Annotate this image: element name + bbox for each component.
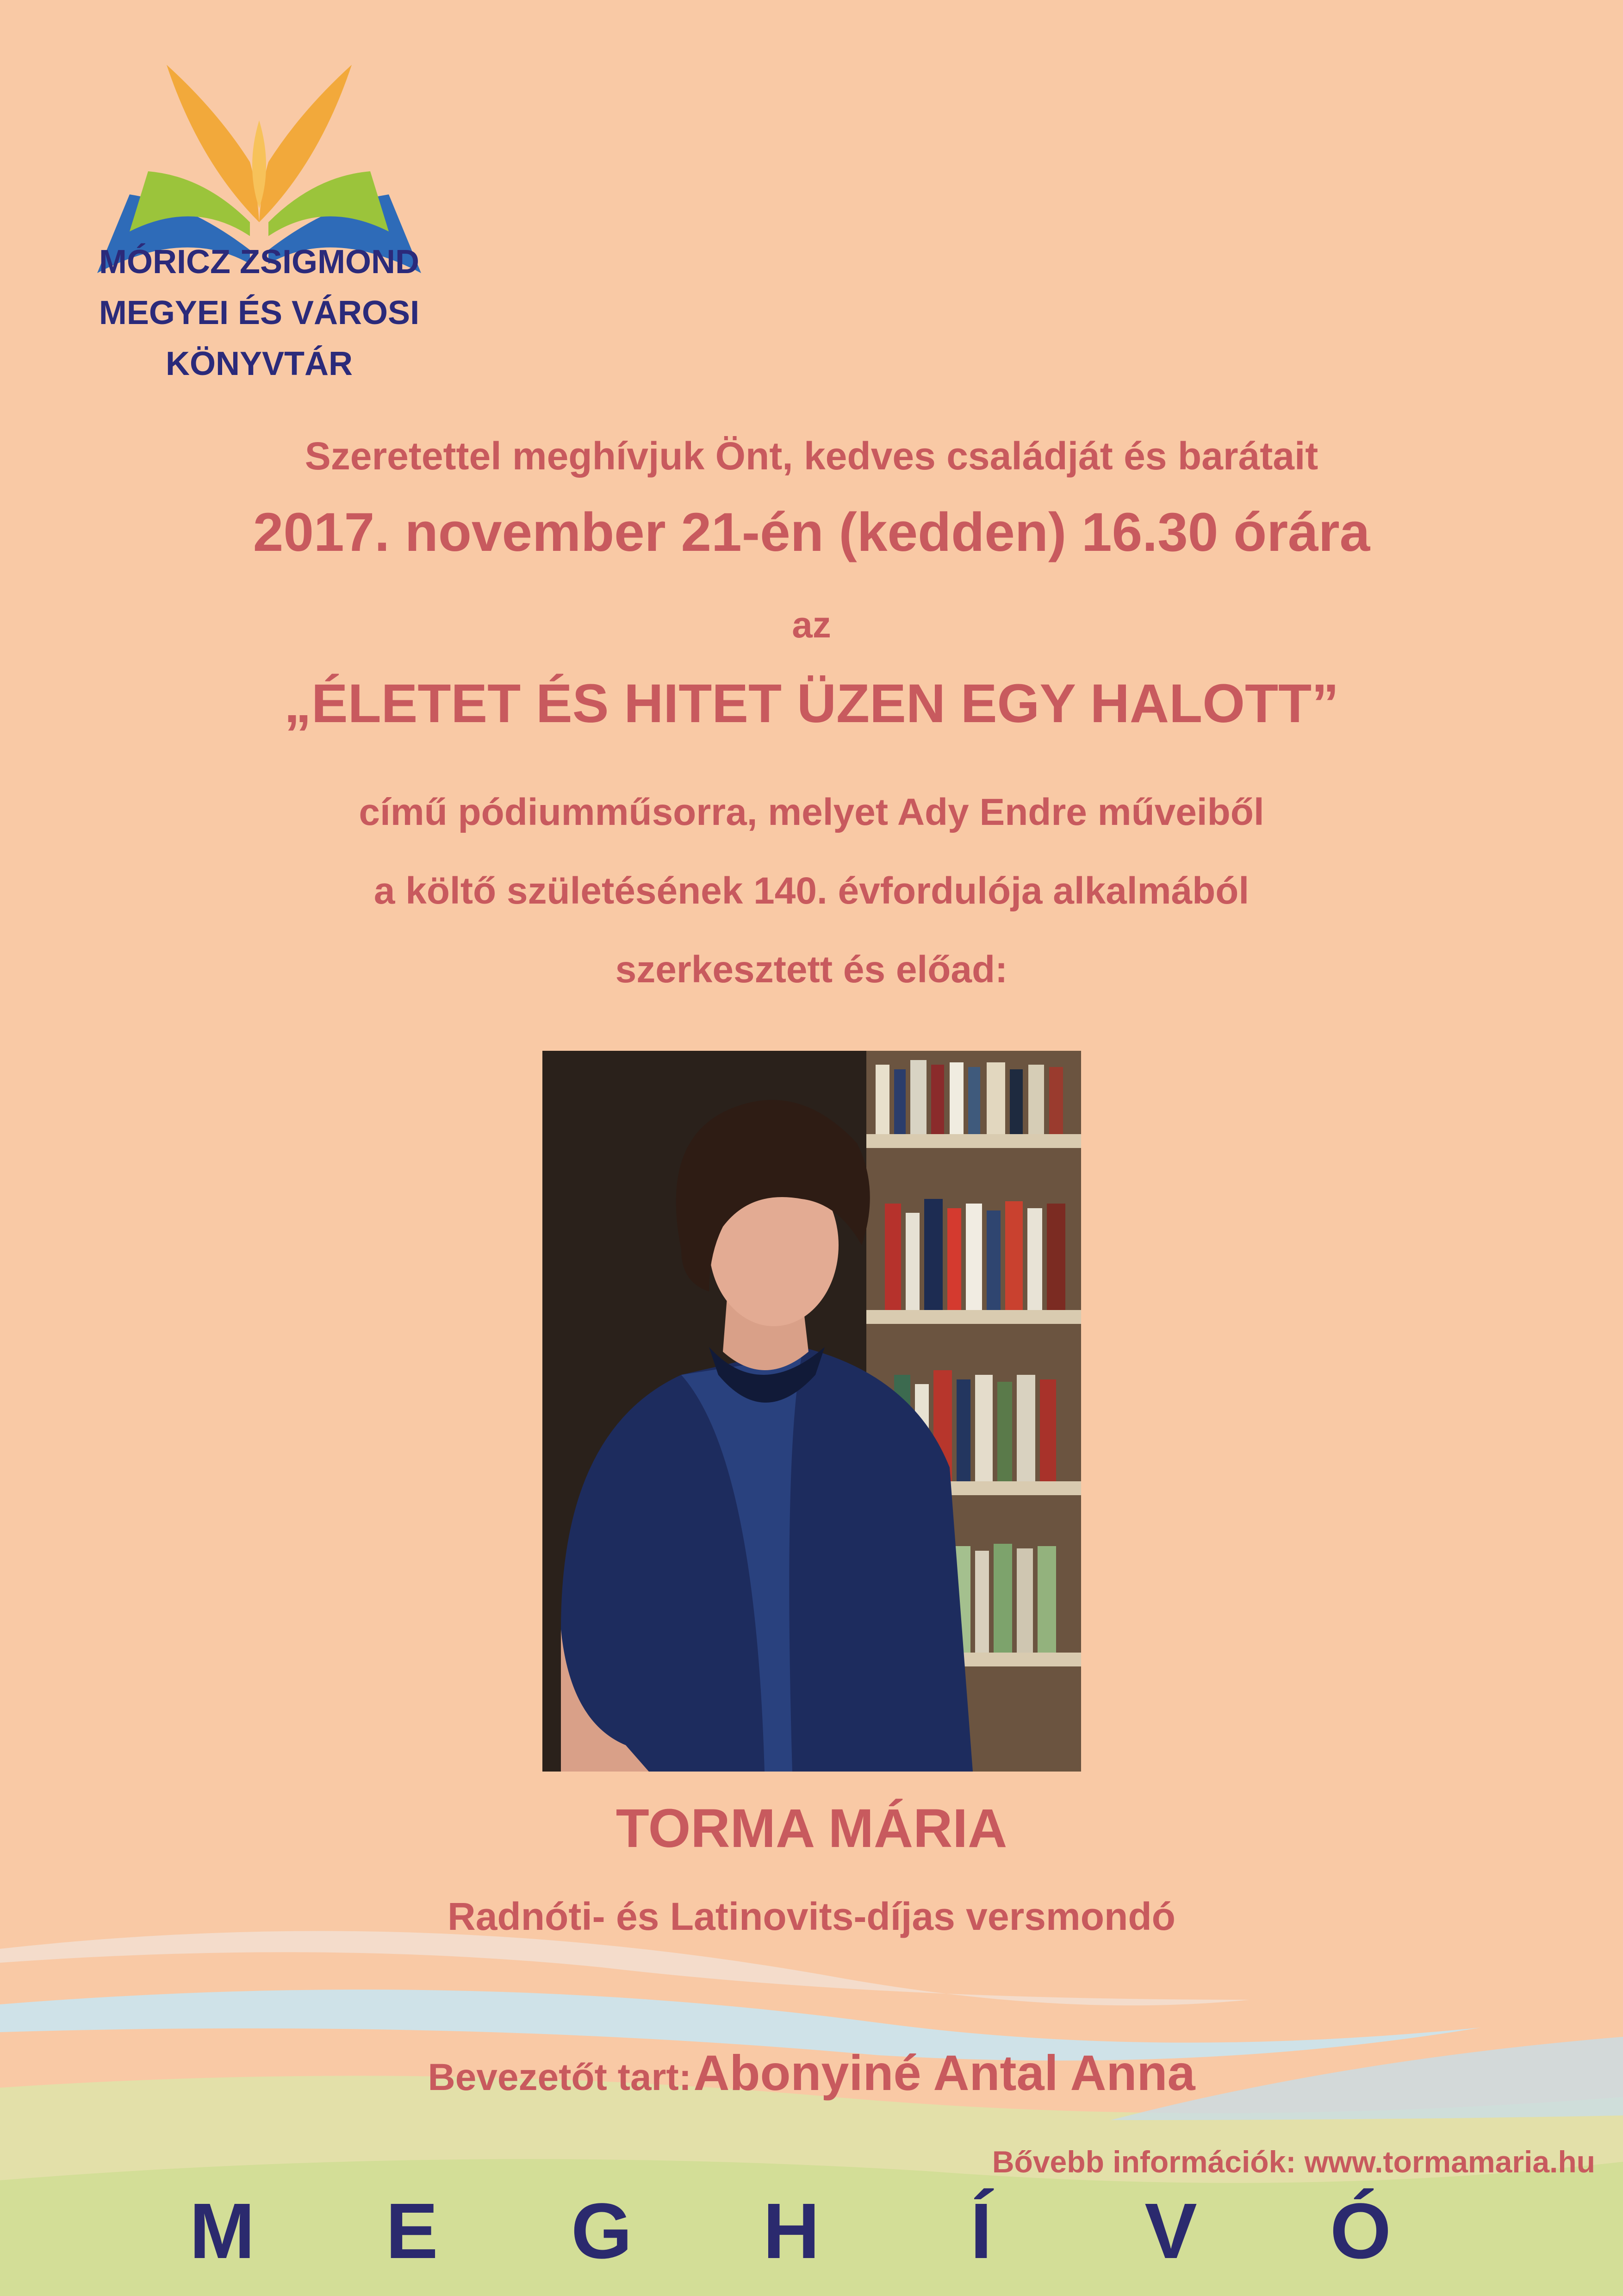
logo-line-2: MEGYEI ÉS VÁROSI (99, 294, 420, 331)
performer-photo (542, 1051, 1081, 1772)
logo-line-1: MÓRICZ ZSIGMOND (99, 243, 419, 281)
footer-letter-m: M (189, 2187, 255, 2275)
logo-line-3: KÖNYVTÁR (165, 345, 353, 382)
footer-letter-h: H (763, 2187, 820, 2275)
invitation-intro: Szeretettel meghívjuk Önt, kedves családját és barátait (305, 434, 1318, 478)
intro-line (0, 2044, 1623, 2102)
performer-name: TORMA MÁRIA (616, 1798, 1007, 1859)
footer-letter-g: G (571, 2187, 633, 2275)
event-date: 2017. november 21-én (kedden) 16.30 órára (253, 502, 1370, 563)
description-line-1: című pódiumműsorra, melyet Ady Endre műveiből (359, 791, 1264, 833)
description-line-3: szerkesztett és előad: (615, 948, 1008, 991)
intro-label: Bevezetőt tart: (428, 2056, 692, 2098)
footer-letter-e: E (386, 2187, 438, 2275)
intro-name: Abonyiné Antal Anna (693, 2045, 1195, 2101)
footer-letter-i: Í (970, 2187, 992, 2275)
more-info-line: Bővebb információk: www.tormamaria.hu (992, 2145, 1595, 2179)
performer-subtitle: Radnóti- és Latinovits-díjas versmondó (448, 1895, 1175, 1938)
footer-letter-o: Ó (1330, 2187, 1392, 2275)
description-line-2: a költő születésének 140. évfordulója alkalmából (373, 870, 1250, 912)
az-word: az (792, 604, 831, 645)
event-title: „ÉLETET ÉS HITET ÜZEN EGY HALOTT” (284, 673, 1339, 734)
footer-letter-v: V (1144, 2187, 1197, 2275)
